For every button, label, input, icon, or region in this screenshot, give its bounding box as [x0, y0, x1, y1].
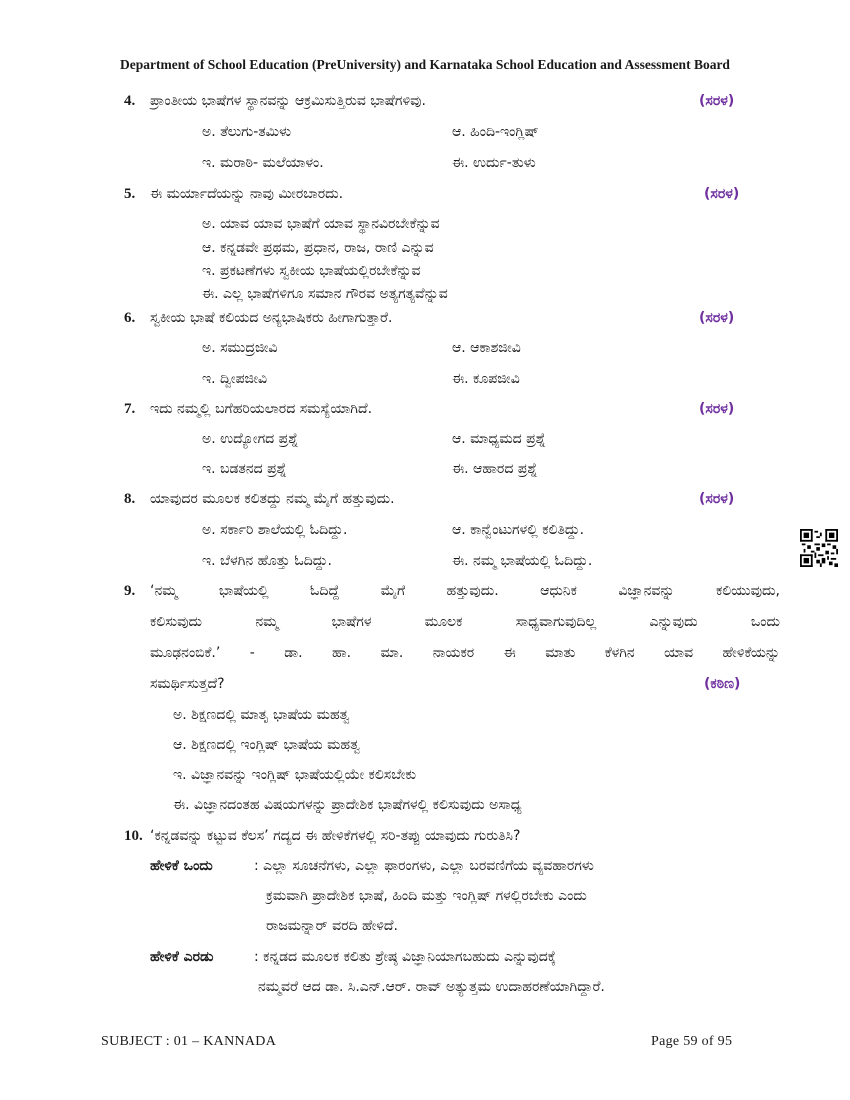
- option: ಈ. ವಿಜ್ಞಾನದಂತಹ ವಿಷಯಗಳನ್ನು ಪ್ರಾದೇಶಿಕ ಭಾಷೆಗಳಲ್ಲಿ ಕಲಿಸುವುದು ಅಸಾಧ್ಯ: [173, 797, 522, 813]
- option: ಇ. ಬಡತನದ ಪ್ರಶ್ನೆ: [202, 461, 287, 477]
- footer-page-number: Page 59 of 95: [651, 1034, 733, 1049]
- difficulty-label: (ಸರಳ): [699, 401, 735, 417]
- question-number: 6.: [124, 310, 136, 326]
- option: ಇ. ದ್ವೀಪಜೀವಿ: [202, 371, 268, 387]
- question-text: ಸ್ವಕೀಯ ಭಾಷೆ ಕಲಿಯದ ಅನ್ಯಭಾಷಿಕರು ಹೀಗಾಗುತ್ತಾರೆ.: [150, 310, 393, 326]
- difficulty-label: (ಸರಳ): [704, 186, 740, 202]
- option: ಅ. ಯಾವ ಯಾವ ಭಾಷೆಗೆ ಯಾವ ಸ್ಥಾನವಿರಬೇಕೆನ್ನುವ: [202, 216, 440, 232]
- statement-text-line: : ಕನ್ನಡದ ಮೂಲಕ ಕಲಿತು ಶ್ರೇಷ್ಠ ವಿಜ್ಞಾನಿಯಾಗಬಹುದು ಎನ್ನುವುದಕ್ಕೆ: [254, 949, 556, 965]
- option: ಅ. ಉದ್ಯೋಗದ ಪ್ರಶ್ನೆ: [202, 431, 299, 447]
- difficulty-label: (ಸರಳ): [699, 310, 735, 326]
- option: ಇ. ಬೆಳಗಿನ ಹೊತ್ತು ಓದಿದ್ದು.: [202, 553, 332, 569]
- option: ಇ. ವಿಜ್ಞಾನವನ್ನು ಇಂಗ್ಲಿಷ್ ಭಾಷೆಯಲ್ಲಿಯೇ ಕಲಿಸಬೇಕು: [173, 767, 417, 783]
- question-text-line: ಮೂಢನಂಬಿಕೆ.’ - ಡಾ. ಹಾ. ಮಾ. ನಾಯಕರ ಈ ಮಾತು ಕೆಳಗಿನ ಯಾವ ಹೇಳಿಕೆಯನ್ನು: [150, 645, 780, 661]
- option: ಅ. ಸಮುದ್ರಜೀವಿ: [202, 340, 278, 356]
- option: ಆ. ಶಿಕ್ಷಣದಲ್ಲಿ ಇಂಗ್ಲಿಷ್ ಭಾಷೆಯ ಮಹತ್ವ: [173, 737, 361, 753]
- statement-text-line: ನಮ್ಮವರೆ ಆದ ಡಾ. ಸಿ.ಎನ್.ಆರ್. ರಾವ್ ಅತ್ಯುತ್ತಮ ಉದಾಹರಣೆಯಾಗಿದ್ದಾರೆ.: [258, 979, 605, 995]
- option: ಅ. ತೆಲುಗು-ತಮಿಳು: [202, 124, 292, 140]
- question-text-line: ಸಮರ್ಥಿಸುತ್ತದೆ?: [150, 676, 225, 692]
- question-number: 9.: [124, 583, 136, 599]
- question-text: ಪ್ರಾಂತೀಯ ಭಾಷೆಗಳ ಸ್ಥಾನವನ್ನು ಆಕ್ರಮಿಸುತ್ತಿರುವ ಭಾಷೆಗಳಿವು.: [150, 93, 426, 109]
- option: ಈ. ನಮ್ಮ ಭಾಷೆಯಲ್ಲಿ ಓದಿದ್ದು.: [452, 553, 593, 569]
- option: ಅ. ಸರ್ಕಾರಿ ಶಾಲೆಯಲ್ಲಿ ಓದಿದ್ದು.: [202, 522, 348, 538]
- question-text: ‘ಕನ್ನಡವನ್ನು ಕಟ್ಟುವ ಕೆಲಸ’ ಗದ್ಯದ ಈ ಹೇಳಿಕೆಗಳಲ್ಲಿ ಸರಿ-ತಪ್ಪು ಯಾವುದು ಗುರುತಿಸಿ?: [150, 828, 521, 844]
- option: ಇ. ಮರಾಠಿ- ಮಲೆಯಾಳಂ.: [202, 155, 324, 171]
- option: ಆ. ಆಕಾಶಜೀವಿ: [452, 340, 521, 356]
- statement-label: ಹೇಳಿಕೆ ಎರಡು: [150, 949, 214, 965]
- question-number: 5.: [124, 186, 136, 202]
- option: ಈ. ಎಲ್ಲ ಭಾಷೆಗಳಿಗೂ ಸಮಾನ ಗೌರವ ಅತ್ಯಗತ್ಯವೆನ್ನುವ: [202, 286, 448, 302]
- option: ಈ. ಕೂಪಜೀವಿ: [452, 371, 520, 387]
- question-number: 7.: [124, 401, 136, 417]
- question-text: ಈ ಮರ್ಯಾದೆಯನ್ನು ನಾವು ಮೀರಬಾರದು.: [150, 186, 344, 202]
- difficulty-label: (ಕಠಿಣ): [704, 676, 741, 692]
- option: ಅ. ಶಿಕ್ಷಣದಲ್ಲಿ ಮಾತೃ ಭಾಷೆಯ ಮಹತ್ವ: [173, 707, 350, 723]
- statement-text-line: : ಎಲ್ಲಾ ಸೂಚನೆಗಳು, ಎಲ್ಲಾ ಫಾರಂಗಳು, ಎಲ್ಲಾ ಬರವಣಿಗೆಯ ವ್ಯವಹಾರಗಳು: [254, 858, 594, 874]
- statement-label: ಹೇಳಿಕೆ ಒಂದು: [150, 858, 213, 874]
- qr-code-icon: [800, 529, 838, 567]
- option: ಆ. ಕಾನ್ವೆಂಟುಗಳಲ್ಲಿ ಕಲಿತಿದ್ದು.: [452, 522, 585, 538]
- question-text: ಇದು ನಮ್ಮಲ್ಲಿ ಬಗೆಹರಿಯಲಾರದ ಸಮಸ್ಯೆಯಾಗಿದೆ.: [150, 401, 373, 417]
- difficulty-label: (ಸರಳ): [699, 491, 735, 507]
- option: ಇ. ಪ್ರಕಟಣೆಗಳು ಸ್ವಕೀಯ ಭಾಷೆಯಲ್ಲಿರಬೇಕೆನ್ನುವ: [202, 263, 421, 279]
- question-text: ಯಾವುದರ ಮೂಲಕ ಕಲಿತದ್ದು ನಮ್ಮ ಮೈಗೆ ಹತ್ತುವುದು.: [150, 491, 395, 507]
- question-text-line: ‘ನಮ್ಮ ಭಾಷೆಯಲ್ಲಿ ಓದಿದ್ದೆ ಮೈಗೆ ಹತ್ತುವುದು. ಆಧುನಿಕ ವಿಜ್ಞಾನವನ್ನು ಕಲಿಯುವುದು,: [150, 583, 780, 599]
- option: ಈ. ಉರ್ದು-ತುಳು: [452, 155, 536, 171]
- question-number: 8.: [124, 491, 136, 507]
- question-number: 4.: [124, 93, 136, 109]
- question-text-line: ಕಲಿಸುವುದು ನಮ್ಮ ಭಾಷೆಗಳ ಮೂಲಕ ಸಾಧ್ಯವಾಗುವುದಿಲ್ಲ ಎನ್ನುವುದು ಒಂದು: [150, 614, 780, 630]
- statement-text-line: ರಾಜಮನ್ನಾರ್ ವರದಿ ಹೇಳಿದೆ.: [266, 918, 398, 934]
- difficulty-label: (ಸರಳ): [699, 93, 735, 109]
- option: ಈ. ಆಹಾರದ ಪ್ರಶ್ನೆ: [452, 461, 538, 477]
- option: ಆ. ಕನ್ನಡವೇ ಪ್ರಥಮ, ಪ್ರಧಾನ, ರಾಜ, ರಾಣಿ ಎನ್ನುವ: [202, 240, 434, 256]
- option: ಆ. ಮಾಧ್ಯಮದ ಪ್ರಶ್ನೆ: [452, 431, 546, 447]
- page-header: Department of School Education (PreUniversity) and Karnataka School Education and Assessment Board: [120, 57, 730, 72]
- option: ಆ. ಹಿಂದಿ-ಇಂಗ್ಲಿಷ್: [452, 124, 539, 140]
- footer-subject: SUBJECT : 01 – KANNADA: [101, 1034, 277, 1049]
- question-number: 10.: [124, 828, 143, 844]
- statement-text-line: ಕ್ರಮವಾಗಿ ಪ್ರಾದೇಶಿಕ ಭಾಷೆ, ಹಿಂದಿ ಮತ್ತು ಇಂಗ್ಲಿಷ್ ಗಳಲ್ಲಿರಬೇಕು ಎಂದು: [266, 888, 587, 904]
